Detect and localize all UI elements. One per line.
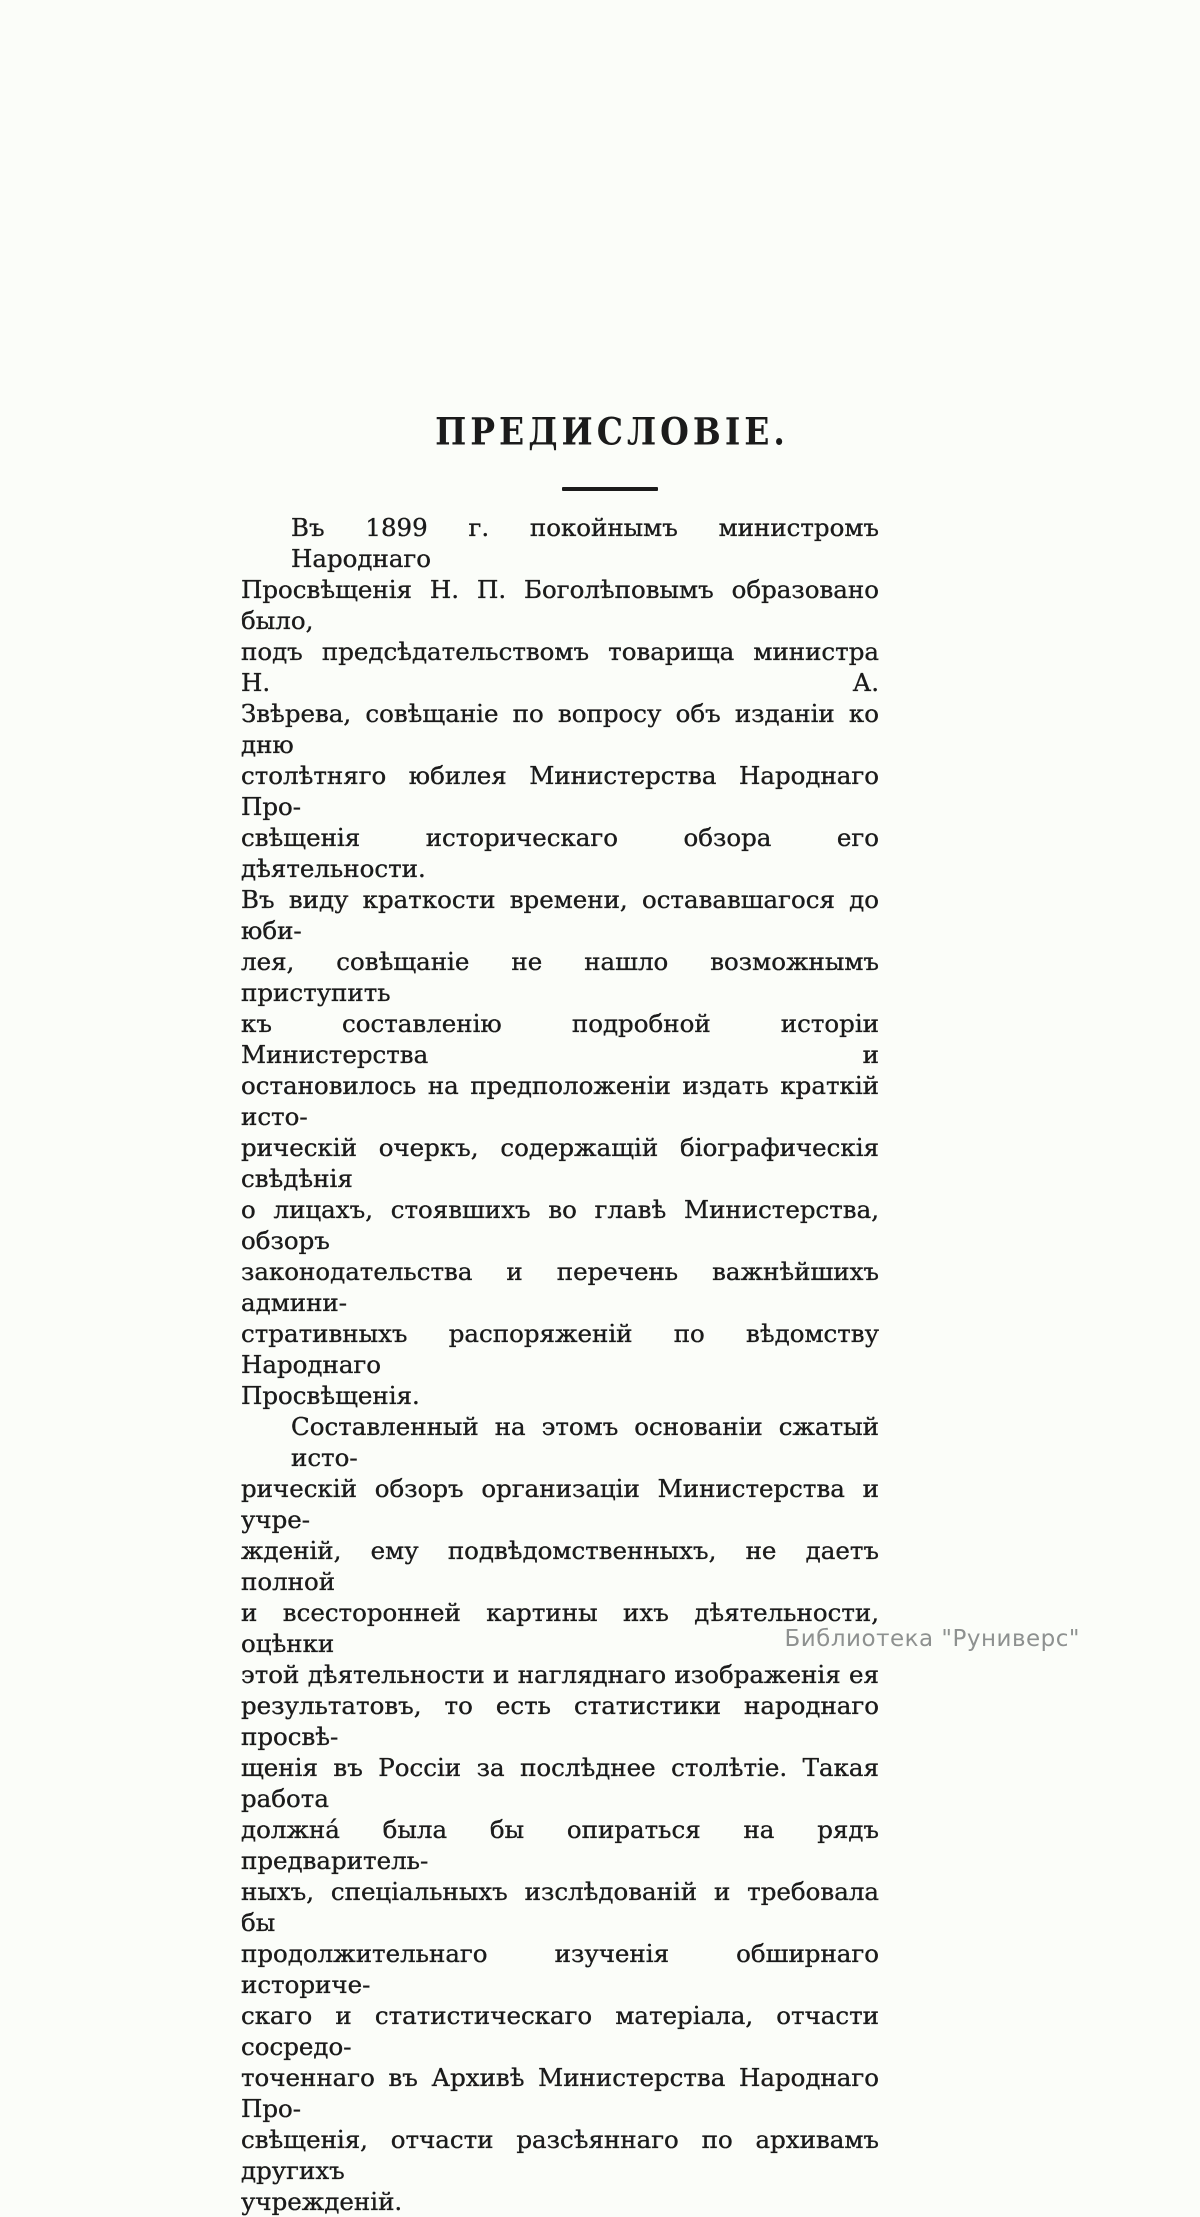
text-line: Просвѣщенія Н. П. Боголѣповымъ образовано было, [241, 575, 879, 635]
body-paragraph [241, 1411, 879, 2217]
text-line: остановилось на предположеніи издать краткій исто- [241, 1071, 879, 1131]
text-line: стративныхъ распоряженій по вѣдомству Народнаго [241, 1319, 879, 1379]
text-line: Просвѣщенія. [241, 1381, 420, 1410]
text-line: подъ предсѣдательствомъ товарища министра Н. А. [241, 637, 879, 697]
page-title: ПРЕДИСЛОВІЕ. [435, 410, 789, 454]
text-line: этой дѣятельности и нагляднаго изображенія ея [241, 1660, 879, 1689]
text-line: къ составленію подробной исторіи Министерства и [241, 1009, 879, 1069]
text-line: столѣтняго юбилея Министерства Народнаго Про- [241, 761, 879, 821]
title-divider-rule [562, 487, 658, 491]
text-line: Звѣрева, совѣщаніе по вопросу объ изданіи ко дню [241, 699, 879, 759]
body-paragraph [241, 512, 879, 1411]
text-line: учрежденій. [241, 2187, 403, 2216]
text-line: щенія въ Россіи за послѣднее столѣтіе. Такая работа [241, 1753, 879, 1813]
text-line: скаго и статистическаго матеріала, отчасти сосредо- [241, 2001, 879, 2061]
text-line: Въ 1899 г. покойнымъ министромъ Народнаго [291, 513, 879, 573]
text-line: жденій, ему подвѣдомственныхъ, не даетъ полной [241, 1536, 879, 1596]
text-line: и всесторонней картины ихъ дѣятельности, оцѣнки [241, 1598, 879, 1658]
text-line: свѣщенія, отчасти разсѣяннаго по архивамъ другихъ [241, 2125, 879, 2185]
text-line: законодательства и перечень важнѣйшихъ админи- [241, 1257, 879, 1317]
text-line: точеннаго въ Архивѣ Министерства Народнаго Про- [241, 2063, 879, 2123]
text-line: Въ виду краткости времени, остававшагося до юби- [241, 885, 879, 945]
text-line: должна́ была бы опираться на рядъ предваритель- [241, 1815, 879, 1875]
text-line: результатовъ, то есть статистики народнаго просвѣ- [241, 1691, 879, 1751]
text-line: продолжительнаго изученія обширнаго историче- [241, 1939, 879, 1999]
text-line: лея, совѣщаніе не нашло возможнымъ приступить [241, 947, 879, 1007]
text-line: о лицахъ, стоявшихъ во главѣ Министерства, обзоръ [241, 1195, 879, 1255]
library-watermark: Библиотека "Руниверс" [784, 1626, 1080, 1652]
text-line: свѣщенія историческаго обзора его дѣятельности. [241, 823, 879, 883]
text-line: рическій обзоръ организаціи Министерства и учре- [241, 1474, 879, 1534]
page-body-text [241, 512, 879, 2217]
text-line: рическій очеркъ, содержащій біографическія свѣдѣнія [241, 1133, 879, 1193]
text-line: Составленный на этомъ основаніи сжатый исто- [291, 1412, 879, 1472]
text-line: ныхъ, спеціальныхъ изслѣдованій и требовала бы [241, 1877, 879, 1937]
